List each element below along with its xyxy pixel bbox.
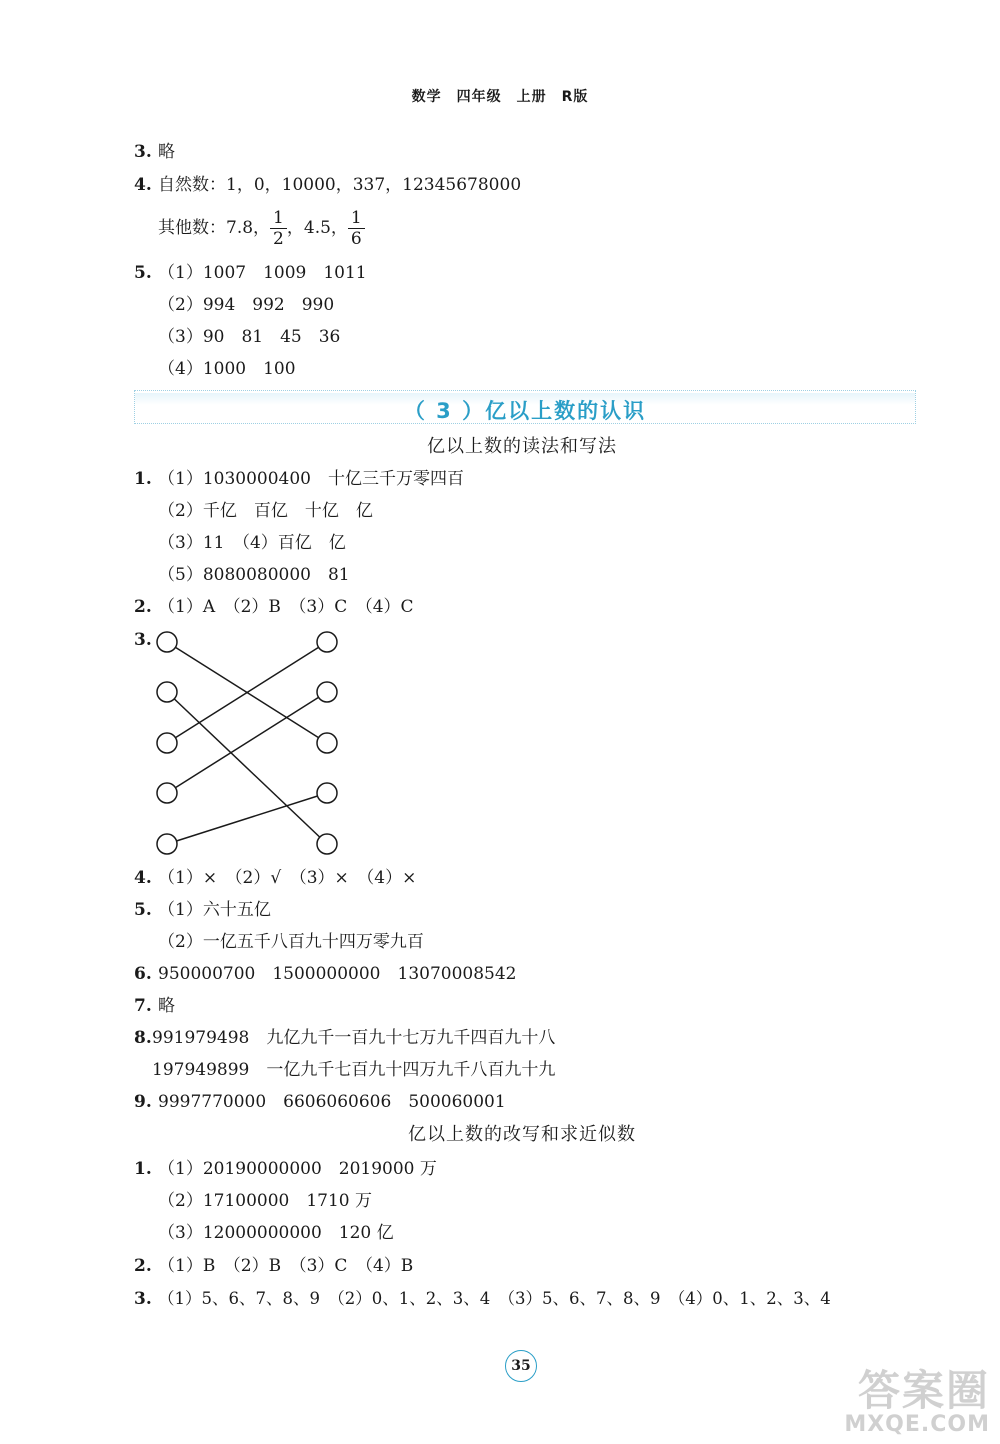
- p1-q2-answer: （1）A （2）B （3）C （4）C: [158, 597, 414, 617]
- q3-number: 3.: [134, 142, 152, 162]
- q5-item: （2）994 992 990: [158, 295, 335, 315]
- right-circle: [317, 682, 337, 702]
- p1-q1-number: 1.: [134, 469, 152, 489]
- right-circle: [317, 733, 337, 753]
- p1-q2-number: 2.: [134, 597, 152, 617]
- page-header: 数学 四年级 上册 R版: [411, 89, 589, 105]
- left-circle: [157, 783, 177, 803]
- p1-q4-number: 4.: [134, 868, 152, 888]
- fraction-one-half: $\frac{1}{2}$: [270, 208, 287, 249]
- q3-answer: 略: [158, 142, 175, 162]
- p1-q7-number: 7.: [134, 996, 152, 1016]
- p1-q9-answer: 9997770000 6606060606 500060001: [158, 1092, 506, 1112]
- p2-q2-answer: （1）B （2）B （3）C （4）B: [158, 1256, 414, 1276]
- right-circle: [317, 632, 337, 652]
- page-number: 35: [505, 1350, 537, 1382]
- p2-q1-item: （1）20190000000 2019000 万: [158, 1159, 437, 1179]
- p1-q6-number: 6.: [134, 964, 152, 984]
- section-title: （ 3 ）亿以上数的认识: [403, 399, 647, 423]
- watermark-logo: [766, 1356, 996, 1440]
- p1-q6-answer: 950000700 1500000000 13070008542: [158, 964, 517, 984]
- right-circle: [317, 783, 337, 803]
- p1-q1-item: （2）千亿 百亿 十亿 亿: [158, 501, 373, 521]
- p1-q9-number: 9.: [134, 1092, 152, 1112]
- left-circle: [157, 682, 177, 702]
- p1-q5-number: 5.: [134, 900, 152, 920]
- p1-q8-number: 8.: [134, 1028, 152, 1048]
- q4-other-numbers: [158, 206, 365, 250]
- right-circle: [317, 834, 337, 854]
- left-circle: [157, 632, 177, 652]
- p2-q2-number: 2.: [134, 1256, 152, 1276]
- matching-diagram: [150, 628, 350, 860]
- p1-q1-item: （1）1030000400 十亿三千万零四百: [158, 469, 464, 489]
- match-line: [167, 692, 327, 844]
- q5-item: （1）1007 1009 1011: [158, 263, 367, 283]
- p2-q1-number: 1.: [134, 1159, 152, 1179]
- subsection-title-reading-writing: 亿以上数的读法和写法: [427, 436, 617, 457]
- p1-q5-item: （2）一亿五千八百九十四万零九百: [158, 932, 424, 952]
- q5-number: 5.: [134, 263, 152, 283]
- left-circle: [157, 834, 177, 854]
- fraction-one-sixth: $\frac{1}{6}$: [348, 208, 365, 249]
- p2-q3-answer: （1）5、6、7、8、9 （2）0、1、2、3、4 （3）5、6、7、8、9 （4）0、1、2、3、4: [158, 1289, 831, 1308]
- p2-q3-number: 3.: [134, 1289, 152, 1309]
- q4-other-mid: ，4.5，: [286, 218, 348, 238]
- q4-other-prefix: 其他数：7.8，: [158, 218, 271, 238]
- p1-q8-line: 197949899 一亿九千七百九十四万九千八百九十九: [152, 1060, 556, 1080]
- p1-q3-number: 3.: [134, 630, 152, 650]
- section-banner: [134, 390, 916, 424]
- q5-item: （4）1000 100: [158, 359, 296, 379]
- watermark-url: MXQE.COM: [844, 1412, 990, 1437]
- q4-natural-numbers: 自然数：1，0，10000，337，12345678000: [158, 175, 522, 195]
- p1-q7-answer: 略: [158, 996, 175, 1016]
- p2-q1-item: （2）17100000 1710 万: [158, 1191, 373, 1211]
- left-circle: [157, 733, 177, 753]
- subsection-title-rewrite-approximate: 亿以上数的改写和求近似数: [408, 1124, 636, 1145]
- watermark-text: 答案圈: [857, 1366, 990, 1415]
- p1-q4-answer: （1）× （2）√ （3）× （4）×: [158, 868, 417, 888]
- match-line: [167, 793, 327, 844]
- p1-q1-item: （5）8080080000 81: [158, 565, 350, 585]
- q4-number: 4.: [134, 175, 152, 195]
- p2-q1-item: （3）12000000000 120 亿: [158, 1223, 394, 1243]
- p1-q1-item: （3）11 （4）百亿 亿: [158, 533, 346, 553]
- p1-q5-item: （1）六十五亿: [158, 900, 271, 920]
- match-line: [167, 692, 327, 793]
- q5-item: （3）90 81 45 36: [158, 327, 341, 347]
- p1-q8-line: 991979498 九亿九千一百九十七万九千四百九十八: [152, 1028, 556, 1048]
